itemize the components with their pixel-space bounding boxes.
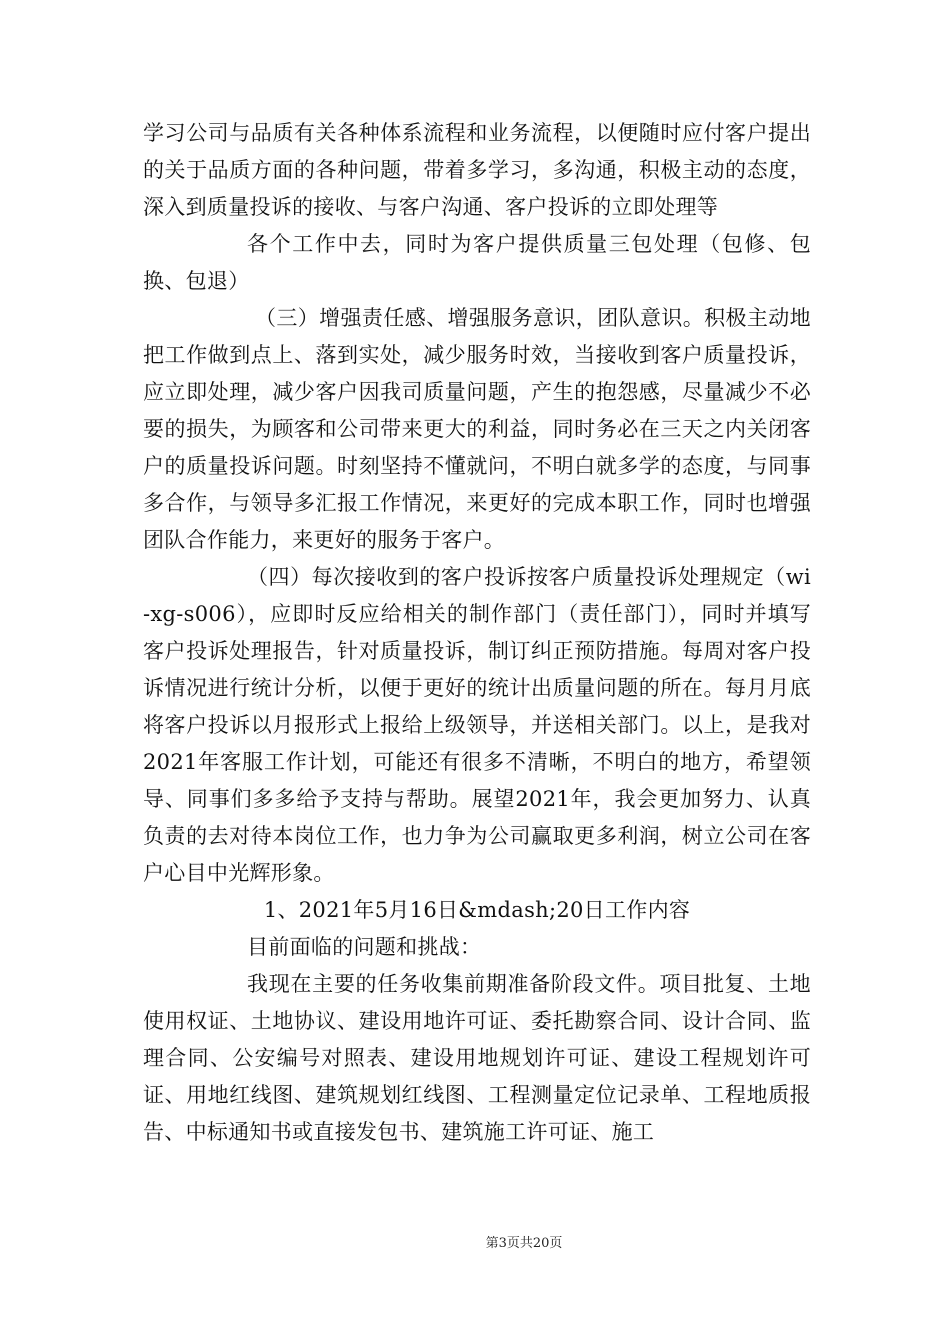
document-body bbox=[143, 115, 811, 1151]
paragraph-documents-list: 我现在主要的任务收集前期准备阶段文件。项目批复、土地使用权证、土地协议、建设用地许可证、委托勘察合同、设计合同、监理合同、公安编号对照表、建设用地规划许可证、建设工程规划许可证、用地红线图、建筑规划红线图、工程测量定位记录单、工程地质报告、中标通知书或直接发包书、建筑施工许可证、施工 bbox=[143, 972, 811, 1144]
paragraph-section-three: （三）增强责任感、增强服务意识，团队意识。积极主动地把工作做到点上、落到实处，减少服务时效，当接收到客户质量投诉，应立即处理，减少客户因我司质量问题，产生的抱怨感，尽量减少不必要的损失，为顾客和公司带来更大的利益，同时务必在三天之内关闭客户的质量投诉问题。时刻坚持不懂就问，不明白就多学的态度，与同事多合作，与领导多汇报工作情况，来更好的完成本职工作，同时也增强团队合作能力，来更好的服务于客户。 bbox=[143, 306, 811, 552]
paragraph-challenges-heading: 目前面临的问题和挑战： bbox=[247, 935, 482, 959]
page-footer bbox=[0, 1232, 950, 1251]
page-number: 第3页共20页 bbox=[485, 1236, 563, 1251]
paragraph-work-heading: 1、2021年5月16日&mdash;20日工作内容 bbox=[263, 898, 691, 922]
paragraph-quality-study: 学习公司与品质有关各种体系流程和业务流程，以便随时应付客户提出的关于品质方面的各种问题，带着多学习，多沟通，积极主动的态度，深入到质量投诉的接收、与客户沟通、客户投诉的立即处理等 bbox=[143, 121, 811, 219]
paragraph-three-guarantees: 各个工作中去，同时为客户提供质量三包处理（包修、包换、包退） bbox=[143, 232, 811, 293]
paragraph-section-four: （四）每次接收到的客户投诉按客户质量投诉处理规定（wi-xg-s006），应即时反应给相关的制作部门（责任部门），同时并填写客户投诉处理报告，针对质量投诉，制订纠正预防措施。每周对客户投诉情况进行统计分析，以便于更好的统计出质量问题的所在。每月月底将客户投诉以月报形式上报给上级领导，并送相关部门。以上，是我对2021年客服工作计划，可能还有很多不清晰，不明白的地方，希望领导、同事们多多给予支持与帮助。展望2021年，我会更加努力、认真负责的去对待本岗位工作，也力争为公司赢取更多利润，树立公司在客户心目中光辉形象。 bbox=[143, 565, 811, 885]
